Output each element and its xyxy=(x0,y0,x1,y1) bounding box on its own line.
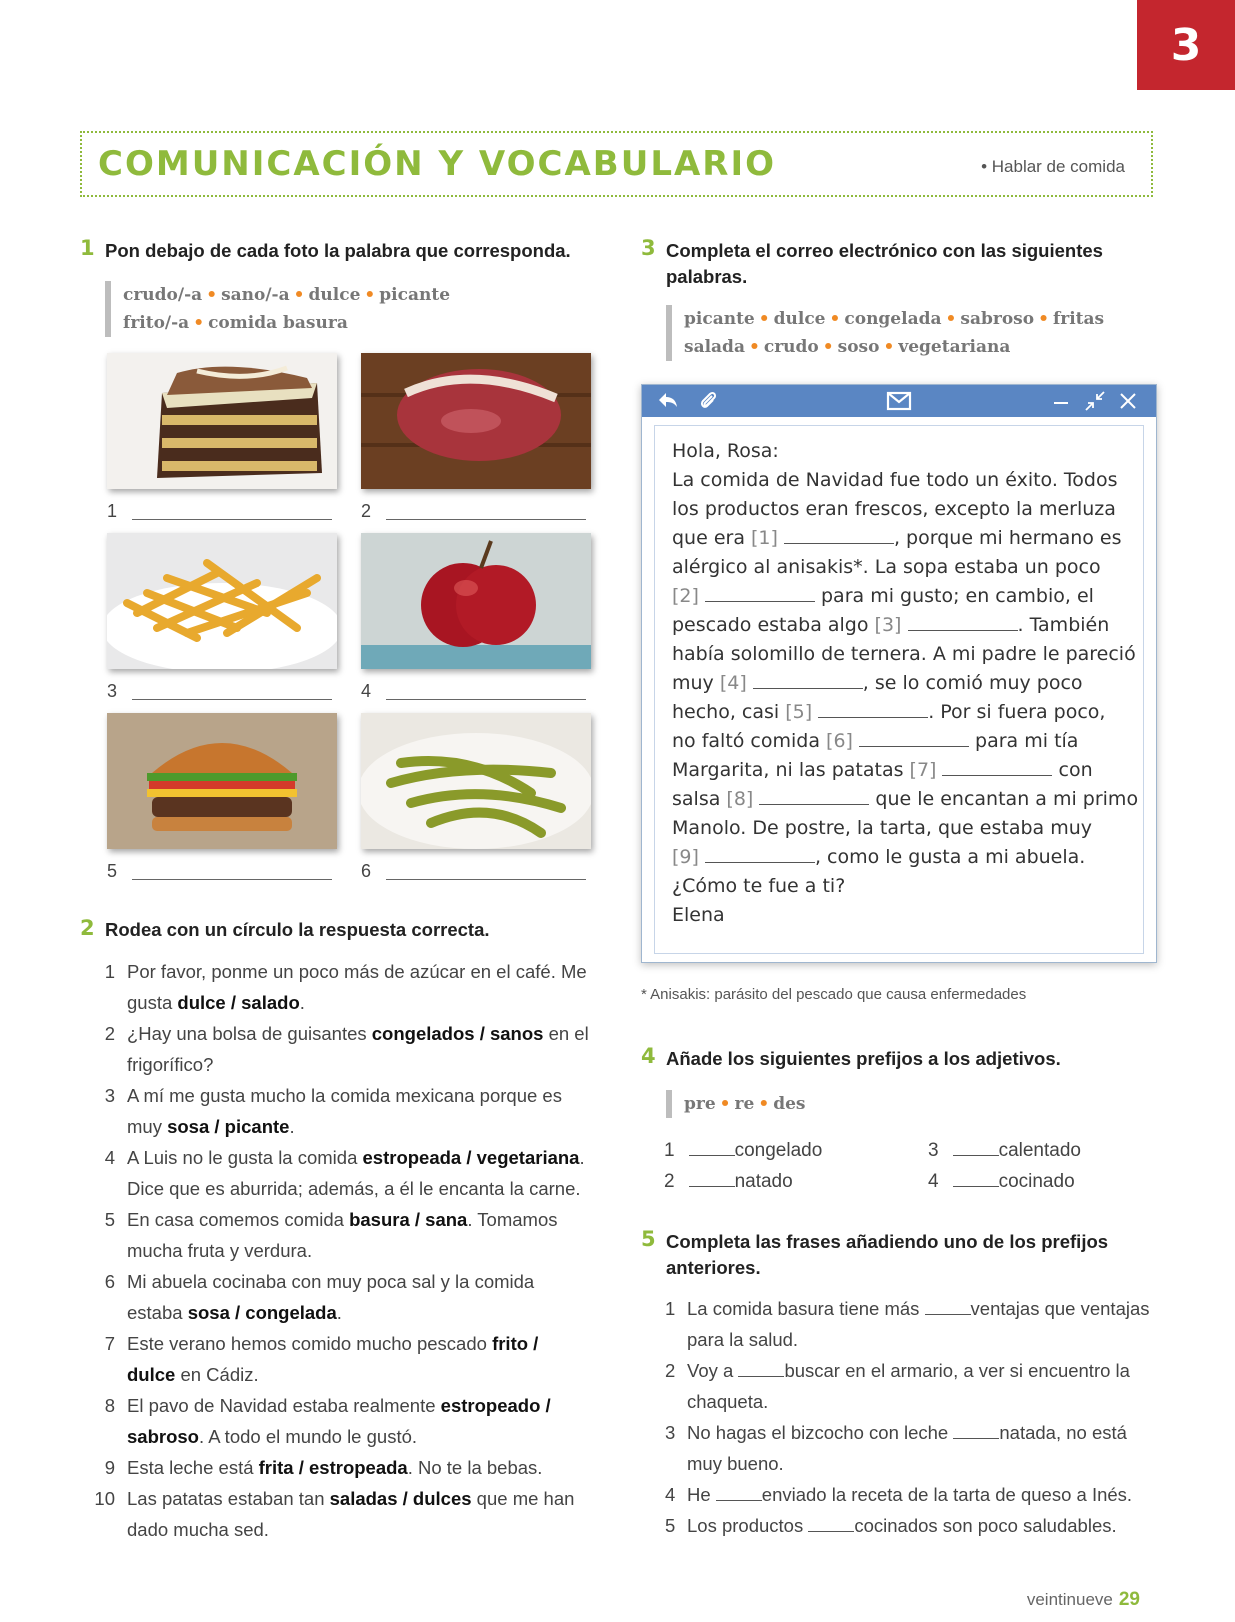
word-separator-dot: • xyxy=(206,285,218,305)
ex2-item-line xyxy=(127,1390,551,1421)
photo-caption-number: 3 xyxy=(107,681,118,701)
ex2-number: 2 xyxy=(80,916,95,940)
ex5-instruction xyxy=(666,1229,1108,1281)
ex2-item-number: 9 xyxy=(104,1457,115,1478)
email-text-segment: no faltó comida xyxy=(672,730,827,752)
photo-caption-number: 2 xyxy=(361,501,372,521)
red-apple-photo xyxy=(361,533,591,669)
ex2-answer-choice[interactable]: dulce / salado xyxy=(177,992,300,1013)
raw-steak-photo xyxy=(361,353,591,489)
email-text-segment: , se lo comió muy poco xyxy=(862,672,1083,694)
ex2-item-line xyxy=(127,956,587,987)
email-line xyxy=(672,669,1142,698)
ex4-prefix-line xyxy=(684,1090,805,1118)
email-blank[interactable] xyxy=(942,774,1052,776)
email-toolbar xyxy=(642,385,1156,417)
ex4-item xyxy=(664,1171,793,1193)
ex4-item xyxy=(928,1140,1081,1162)
email-line xyxy=(672,524,1142,553)
email-line xyxy=(672,466,1142,495)
ex2-text: . xyxy=(289,1116,295,1137)
ex2-item-line xyxy=(127,1142,585,1173)
ex3-word: soso xyxy=(837,337,880,357)
ex4-blank[interactable] xyxy=(953,1185,999,1187)
email-gap-number: [7] xyxy=(909,759,943,781)
ex4-item-number: 1 xyxy=(664,1140,675,1161)
email-body xyxy=(654,425,1144,954)
ex5-text-before: Voy a xyxy=(687,1360,739,1381)
email-text-segment: alérgico al anisakis*. La sopa estaba un poco xyxy=(672,556,1101,578)
email-text-segment: para mi gusto; en cambio, el xyxy=(814,585,1094,607)
email-text-segment: . También xyxy=(1017,614,1110,636)
ex5-item-number: 4 xyxy=(665,1484,676,1505)
ex2-item-line xyxy=(127,1297,342,1328)
ex2-item-number: 10 xyxy=(94,1488,115,1509)
ex2-text: frigorífico? xyxy=(127,1054,214,1075)
ex4-blank[interactable] xyxy=(953,1154,999,1156)
ex5-instruction-line-2: anteriores. xyxy=(666,1257,761,1278)
ex5-blank[interactable] xyxy=(738,1375,784,1377)
email-text-segment: con xyxy=(1052,759,1093,781)
word-separator-dot: • xyxy=(883,337,895,357)
email-window xyxy=(641,384,1157,963)
ex2-item-line xyxy=(127,1173,581,1204)
ex5-item-number: 3 xyxy=(665,1422,676,1443)
ex5-item-number: 1 xyxy=(665,1298,676,1319)
ex2-text: . No te la bebas. xyxy=(407,1457,543,1478)
email-line xyxy=(672,756,1142,785)
section-topic: • Hablar de comida xyxy=(981,157,1125,176)
ex3-number: 3 xyxy=(641,236,656,260)
ex1-word: dulce xyxy=(308,285,361,305)
ex2-answer-choice[interactable]: dulce xyxy=(127,1364,176,1385)
ex5-text-after: buscar en el armario, a ver si encuentro la xyxy=(784,1360,1130,1381)
email-text-segment: Hola, Rosa: xyxy=(672,440,779,462)
email-line xyxy=(672,843,1142,872)
ex2-item-line xyxy=(127,1018,589,1049)
ex5-item-line-2: para la salud. xyxy=(687,1329,799,1350)
ex5-blank[interactable] xyxy=(716,1499,762,1501)
ex2-text: . Tomamos xyxy=(467,1209,558,1230)
ex5-item-number: 5 xyxy=(665,1515,676,1536)
email-line xyxy=(672,495,1142,524)
ex3-word: picante xyxy=(684,309,755,329)
email-text-segment: muy xyxy=(672,672,720,694)
ex2-text: en Cádiz. xyxy=(175,1364,259,1385)
ex4-item xyxy=(928,1171,1075,1193)
email-gap-number: [9] xyxy=(672,846,705,868)
ex2-item-number: 6 xyxy=(104,1271,115,1292)
photo-answer-line[interactable] xyxy=(132,698,332,700)
ex2-answer-choice[interactable]: saladas / dulces xyxy=(329,1488,472,1509)
ex2-item-line xyxy=(127,1204,558,1235)
photo-answer-line[interactable] xyxy=(132,518,332,520)
email-line xyxy=(672,901,1142,930)
ex2-text: A mí me gusta mucho la comida mexicana porque es xyxy=(127,1085,562,1106)
hamburger-photo xyxy=(107,713,337,849)
ex3-instruction-line-2: palabras. xyxy=(666,266,748,287)
ex2-item-line xyxy=(127,1235,312,1266)
photo-answer-line[interactable] xyxy=(386,878,586,880)
ex2-item-number: 2 xyxy=(104,1023,115,1044)
minimize-icon[interactable] xyxy=(1052,391,1070,416)
ex1-word: comida basura xyxy=(208,313,348,333)
email-gap-number: [3] xyxy=(874,614,908,636)
email-gap-number: [2] xyxy=(672,585,705,607)
ex2-text: Esta leche está xyxy=(127,1457,259,1478)
ex5-text-after: cocinados son poco saludables. xyxy=(854,1515,1117,1536)
ex2-text: . xyxy=(299,992,305,1013)
photo-caption-number: 4 xyxy=(361,681,372,701)
ex4-item-number: 3 xyxy=(928,1140,939,1161)
ex2-item-number: 5 xyxy=(104,1209,115,1230)
ex2-answer-choice[interactable]: frita / estropeada xyxy=(258,1457,408,1478)
ex3-word: dulce xyxy=(773,309,826,329)
email-text-segment: para mi tía xyxy=(969,730,1079,752)
unit-number-tab: 3 xyxy=(1137,0,1235,90)
ex2-answer-choice[interactable]: sosa / congelada xyxy=(187,1302,337,1323)
ex2-text: Este verano hemos comido mucho pescado xyxy=(127,1333,493,1354)
ex2-text: estaba xyxy=(127,1302,188,1323)
photo-answer-line[interactable] xyxy=(386,698,586,700)
ex4-blank[interactable] xyxy=(689,1185,735,1187)
ex2-text: que me han xyxy=(471,1488,575,1509)
ex4-word: re xyxy=(734,1094,755,1114)
section-title: COMUNICACIÓN Y VOCABULARIO xyxy=(98,144,777,184)
email-blank[interactable] xyxy=(784,542,894,544)
email-text-segment: los productos eran frescos, excepto la merluza xyxy=(672,498,1116,520)
ex2-text: . xyxy=(336,1302,342,1323)
email-gap-number: [1] xyxy=(751,527,784,549)
ex2-item-line xyxy=(127,1049,213,1080)
ex5-text-after: natada, no está xyxy=(999,1422,1127,1443)
ex5-item-line-2: muy bueno. xyxy=(687,1453,784,1474)
ex2-answer-choice[interactable]: sabroso xyxy=(127,1426,199,1447)
ex3-word: fritas xyxy=(1052,309,1105,329)
ex2-answer-choice[interactable]: basura / sana xyxy=(349,1209,468,1230)
ex1-word-bank xyxy=(105,281,450,337)
ex4-word: natado xyxy=(734,1171,793,1192)
email-line xyxy=(672,698,1142,727)
word-separator-dot: • xyxy=(758,309,770,329)
ex5-item xyxy=(655,1479,1132,1510)
email-text-segment: pescado estaba algo xyxy=(672,614,875,636)
page-word: veintinueve xyxy=(1026,1590,1113,1609)
ex2-text: . A todo el mundo le gustó. xyxy=(198,1426,418,1447)
word-separator-dot: • xyxy=(822,337,834,357)
ex2-item-number: 4 xyxy=(104,1147,115,1168)
ex3-instruction xyxy=(666,238,1103,290)
email-line xyxy=(672,785,1142,814)
ex5-item xyxy=(655,1417,1127,1448)
reply-icon[interactable] xyxy=(656,389,680,416)
ex4-blank[interactable] xyxy=(689,1154,735,1156)
photo-answer-line[interactable] xyxy=(132,878,332,880)
email-text-segment: La comida de Navidad fue todo un éxito. Todos xyxy=(672,469,1118,491)
ex5-number: 5 xyxy=(641,1227,656,1251)
email-blank[interactable] xyxy=(753,687,863,689)
ex3-word-line-2 xyxy=(684,333,1104,361)
email-gap-number: [4] xyxy=(719,672,753,694)
ex4-prefix-bank xyxy=(666,1090,805,1118)
ex2-item-line xyxy=(127,1421,417,1452)
mail-envelope-icon xyxy=(886,391,912,416)
ex3-word: vegetariana xyxy=(898,337,1011,357)
photo-caption-number: 1 xyxy=(107,501,118,521)
ex3-word: congelada xyxy=(844,309,942,329)
ex4-word: congelado xyxy=(734,1140,823,1161)
email-text-segment: Elena xyxy=(672,904,725,926)
ex2-item-line xyxy=(127,1452,542,1483)
photo-answer-line[interactable] xyxy=(386,518,586,520)
email-text-segment: ¿Cómo te fue a ti? xyxy=(672,875,846,897)
ex4-word: pre xyxy=(684,1094,716,1114)
email-line xyxy=(672,553,1142,582)
email-text-segment: , porque mi hermano es xyxy=(893,527,1122,549)
ex5-text-before: No hagas el bizcocho con leche xyxy=(687,1422,954,1443)
email-text-segment: Manolo. De postre, la tarta, que estaba muy xyxy=(672,817,1092,839)
ex2-item-line xyxy=(127,1359,259,1390)
ex2-item-line xyxy=(127,1266,534,1297)
ex2-text: Las patatas estaban tan xyxy=(127,1488,330,1509)
ex3-word-bank xyxy=(666,305,1104,361)
email-line xyxy=(672,640,1142,669)
ex1-word: crudo/-a xyxy=(123,285,203,305)
word-separator-dot: • xyxy=(193,313,205,333)
email-line xyxy=(672,611,1142,640)
ex5-text-after: enviado la receta de la tarta de queso a Inés. xyxy=(761,1484,1133,1505)
ex3-word: sabroso xyxy=(960,309,1035,329)
ex2-item-number: 7 xyxy=(104,1333,115,1354)
ex2-text: gusta xyxy=(127,992,178,1013)
ex2-text: Por favor, ponme un poco más de azúcar en el café. Me xyxy=(127,961,587,982)
photo-caption-number: 5 xyxy=(107,861,118,881)
ex5-item-line-2: chaqueta. xyxy=(687,1391,769,1412)
ex5-item xyxy=(655,1510,1117,1541)
email-text-segment: que le encantan a mi primo xyxy=(869,788,1139,810)
attachment-icon[interactable] xyxy=(698,390,718,417)
photo-caption-number: 6 xyxy=(361,861,372,881)
ex2-text: mucha fruta y verdura. xyxy=(127,1240,313,1261)
ex2-answer-choice[interactable]: frito / xyxy=(492,1333,539,1354)
ex2-text: A Luis no le gusta la comida xyxy=(127,1147,363,1168)
ex5-blank[interactable] xyxy=(808,1530,854,1532)
ex2-item-number: 3 xyxy=(104,1085,115,1106)
page-number: 29 xyxy=(1118,1589,1140,1610)
ex2-answer-choice[interactable]: sosa / picante xyxy=(167,1116,290,1137)
ex5-item xyxy=(655,1293,1150,1324)
ex5-text-before: La comida basura tiene más xyxy=(687,1298,925,1319)
word-separator-dot: • xyxy=(364,285,376,305)
email-text-segment: hecho, casi xyxy=(672,701,786,723)
ex2-text: En casa comemos comida xyxy=(127,1209,350,1230)
email-blank[interactable] xyxy=(818,716,928,718)
ex2-answer-choice[interactable]: estropeada / vegetariana xyxy=(362,1147,580,1168)
ex4-word: des xyxy=(773,1094,806,1114)
ex2-text: . xyxy=(579,1147,585,1168)
ex2-text: Dice que es aburrida; además, a él le encanta la carne. xyxy=(127,1178,581,1199)
ex5-blank[interactable] xyxy=(925,1313,971,1315)
page-footer xyxy=(1027,1589,1140,1611)
email-line xyxy=(672,872,1142,901)
ex2-text: Mi abuela cocinaba con muy poca sal y la comida xyxy=(127,1271,535,1292)
ex2-item-line xyxy=(127,1514,269,1545)
email-text-segment: había solomillo de ternera. A mi padre le pareció xyxy=(672,643,1136,665)
email-text-segment: Margarita, ni las patatas xyxy=(672,759,910,781)
ex4-item-number: 4 xyxy=(928,1171,939,1192)
ex4-word: cocinado xyxy=(998,1171,1075,1192)
email-gap-number: [8] xyxy=(726,788,760,810)
ex5-item-number: 2 xyxy=(665,1360,676,1381)
ex1-word: frito/-a xyxy=(123,313,190,333)
email-text-segment: salsa xyxy=(672,788,727,810)
cake-slice-photo xyxy=(107,353,337,489)
ex2-item-line xyxy=(127,1483,574,1514)
ex4-number: 4 xyxy=(641,1044,656,1068)
ex2-text: El pavo de Navidad estaba realmente xyxy=(127,1395,441,1416)
ex3-word-line-1 xyxy=(684,305,1104,333)
email-blank[interactable] xyxy=(705,861,815,863)
ex4-word: calentado xyxy=(998,1140,1081,1161)
word-separator-dot: • xyxy=(748,337,760,357)
green-peppers-photo xyxy=(361,713,591,849)
ex2-item-number: 1 xyxy=(104,961,115,982)
ex5-item xyxy=(655,1355,1130,1386)
ex5-text-before: Los productos xyxy=(687,1515,809,1536)
ex4-item-number: 2 xyxy=(664,1171,675,1192)
ex2-item-line xyxy=(127,1080,562,1111)
email-gap-number: [6] xyxy=(826,730,859,752)
ex2-instruction: Rodea con un círculo la respuesta correcta. xyxy=(105,919,490,940)
ex1-instruction: Pon debajo de cada foto la palabra que corresponda. xyxy=(105,240,571,261)
ex2-item-line xyxy=(127,1111,295,1142)
shrink-window-icon[interactable] xyxy=(1084,390,1106,417)
email-blank[interactable] xyxy=(908,629,1018,631)
email-text-segment: que era xyxy=(672,527,752,549)
email-blank[interactable] xyxy=(705,600,815,602)
ex5-blank[interactable] xyxy=(953,1437,999,1439)
ex2-item-line xyxy=(127,987,305,1018)
email-line xyxy=(672,814,1142,843)
ex2-text: dado mucha sed. xyxy=(127,1519,269,1540)
word-separator-dot: • xyxy=(829,309,841,329)
email-blank[interactable] xyxy=(859,745,969,747)
ex3-instruction-line-1: Completa el correo electrónico con las siguientes xyxy=(666,240,1103,261)
email-blank[interactable] xyxy=(759,803,869,805)
email-text-segment: , como le gusta a mi abuela. xyxy=(814,846,1086,868)
word-separator-dot: • xyxy=(758,1094,770,1114)
ex2-text: muy xyxy=(127,1116,168,1137)
word-separator-dot: • xyxy=(293,285,305,305)
ex2-item-number: 8 xyxy=(104,1395,115,1416)
ex4-instruction: Añade los siguientes prefijos a los adjetivos. xyxy=(666,1048,1061,1069)
ex1-word-line-1 xyxy=(123,281,450,309)
french-fries-photo xyxy=(107,533,337,669)
email-line xyxy=(672,582,1142,611)
email-line xyxy=(672,727,1142,756)
ex1-word: sano/-a xyxy=(221,285,290,305)
word-separator-dot: • xyxy=(719,1094,731,1114)
ex1-word-line-2 xyxy=(123,309,450,337)
ex5-text-after: ventajas que ventajas xyxy=(970,1298,1150,1319)
email-gap-number: [5] xyxy=(785,701,819,723)
ex1-word: picante xyxy=(379,285,451,305)
word-separator-dot: • xyxy=(1038,309,1049,329)
ex5-instruction-line-1: Completa las frases añadiendo uno de los prefijos xyxy=(666,1231,1109,1252)
email-text-segment: . Por si fuera poco, xyxy=(928,701,1106,723)
ex4-item xyxy=(664,1140,822,1162)
ex2-item-line xyxy=(127,1328,538,1359)
ex3-word: crudo xyxy=(763,337,819,357)
ex2-answer-choice[interactable]: congelados / sanos xyxy=(371,1023,544,1044)
email-text xyxy=(672,437,1142,930)
ex2-text: en el xyxy=(543,1023,589,1044)
email-line xyxy=(672,437,1142,466)
ex2-answer-choice[interactable]: estropeado / xyxy=(440,1395,551,1416)
word-separator-dot: • xyxy=(945,309,957,329)
ex2-text: ¿Hay una bolsa de guisantes xyxy=(127,1023,372,1044)
close-icon[interactable] xyxy=(1118,390,1138,417)
ex1-number: 1 xyxy=(80,236,95,260)
ex5-text-before: He xyxy=(687,1484,716,1505)
ex3-word: salada xyxy=(684,337,745,357)
anisakis-footnote: * Anisakis: parásito del pescado que causa enfermedades xyxy=(641,986,1027,1003)
